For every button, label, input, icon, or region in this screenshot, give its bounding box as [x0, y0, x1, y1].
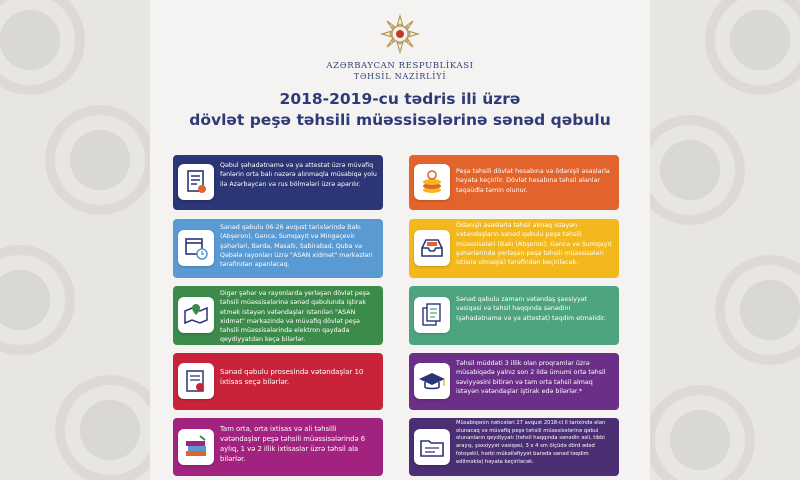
- info-card-2: [409, 155, 619, 210]
- card-text: Sənəd qəbulu 06-26 avqust tarixlərində Bakı (Abşeron), Gəncə, Sumqayıt və Mingəçevir şəhərləri, Bərdə, Masallı, Sabirabad, Quba və Qəbələ rayonları üzrə "ASAN xidmət" mərkəzləri tərəfindən aparılacaq.: [220, 224, 373, 269]
- organization-name: AZƏRBAYCAN RESPUBLİKASI: [326, 61, 474, 71]
- page-title-line1: 2018-2019-cu tədris ili üzrə: [279, 90, 521, 108]
- card-text: Digər şəhər və rayonlarda yerləşən dövlət peşə təhsili müəssisələrinə sənəd qəbulunda iştirak etmək istəyən vətəndaşlar istənilən "ASAN xidmət" mərkəzində və müvafiq dövlət peşə təhsili müəssisələrində elektron qaydada qeydiyyatdan keçə bilərlər.: [220, 290, 370, 344]
- card-text: Tam orta, orta ixtisas və ali təhsilli vətəndaşlar peşə təhsili müəssisələrində 6 aylıq, 1 və 2 illik ixtisaslar üzrə təhsil ala bilərlər.: [220, 425, 366, 463]
- info-card-1: [173, 155, 383, 210]
- card-text: Təhsil müddəti 3 illik olan proqramlar üzrə müsabiqədə yalnız son 2 ildə ümumi orta təhsil səviyyəsini bitirən və tam orta təhsil almaq istəyən vətəndaşlar iştirak edə bilərlər.*: [456, 360, 606, 395]
- folder-results-icon: [414, 429, 450, 465]
- calendar-clock-icon: [178, 230, 214, 266]
- info-card-7: [173, 353, 383, 410]
- info-card-4: [409, 219, 619, 278]
- infographic-poster: [150, 0, 650, 480]
- card-text: Sənəd qəbulu zamanı vətəndaş şəxsiyyət vəsiqəsi və təhsil haqqında sənədini (şəhadətnamə və ya attestat) təqdim etməlidir.: [456, 296, 606, 322]
- info-card-6: [409, 286, 619, 345]
- card-text: Peşə təhsili dövlət hesabına və ödənişli əsaslarla həyata keçirilir. Dövlət hesabına təhsil alanlar təqaüdlə təmin olunur.: [456, 168, 610, 194]
- info-card-5: [173, 286, 383, 345]
- card-text: Ödənişli əsaslarla təhsil almaq istəyən vətəndaşların sənəd qəbulu peşə təhsili müəssisələri (Bakı (Abşeron), Gəncə və Sumqayıt şəhərlərində yerləşən peşə təhsili müəssisələri istisna olmaqla) tərəfindən keçiriləcək.: [456, 222, 612, 267]
- organization-subname: TƏHSİL NAZİRLİYİ: [353, 72, 447, 81]
- card-text: Sənəd qəbulu prosesində vətəndaşlar 10 ixtisas seçə bilərlər.: [220, 368, 364, 386]
- info-card-9: [173, 418, 383, 476]
- card-text: Qəbul şəhadətnamə və ya attestat üzrə müvafiq fənlərin orta balı nəzərə alınmaqla müsabiqə yolu ilə Azərbaycan və rus bölmələri üzrə aparılır.: [220, 162, 377, 188]
- graduation-cap-icon: [414, 363, 450, 399]
- info-card-8: [409, 353, 619, 410]
- books-stack-icon: [178, 429, 214, 465]
- map-location-icon: [178, 297, 214, 333]
- card-text: Müsabiqənin nəticələri 27 avqust 2018-ci il tarixində elan olunacaq və müvafiq peşə təhsili müəssisələrinə qəbul olunanların qeydiyyatı (təhsil haqqında sənədin əsli, tibbi arayış, şəxsiyyət vəsiqəsi, 3 x 4 sm ölçüdə dörd ədəd fotoşəkil, hərbi mükəlləfiyyət barədə sənəd təqdim edilməklə) həyata keçiriləcək.: [456, 420, 606, 465]
- documents-icon: [414, 297, 450, 333]
- coins-stack-icon: [414, 164, 450, 200]
- page-title-line2: dövlət peşə təhsili müəssisələrinə sənəd qəbulu: [189, 111, 611, 129]
- document-certificate-icon: [178, 164, 214, 200]
- folder-choice-icon: [178, 363, 214, 399]
- ministry-emblem-icon: [378, 12, 422, 56]
- info-card-10: [409, 418, 619, 476]
- inbox-tray-icon: [414, 230, 450, 266]
- info-card-3: [173, 219, 383, 278]
